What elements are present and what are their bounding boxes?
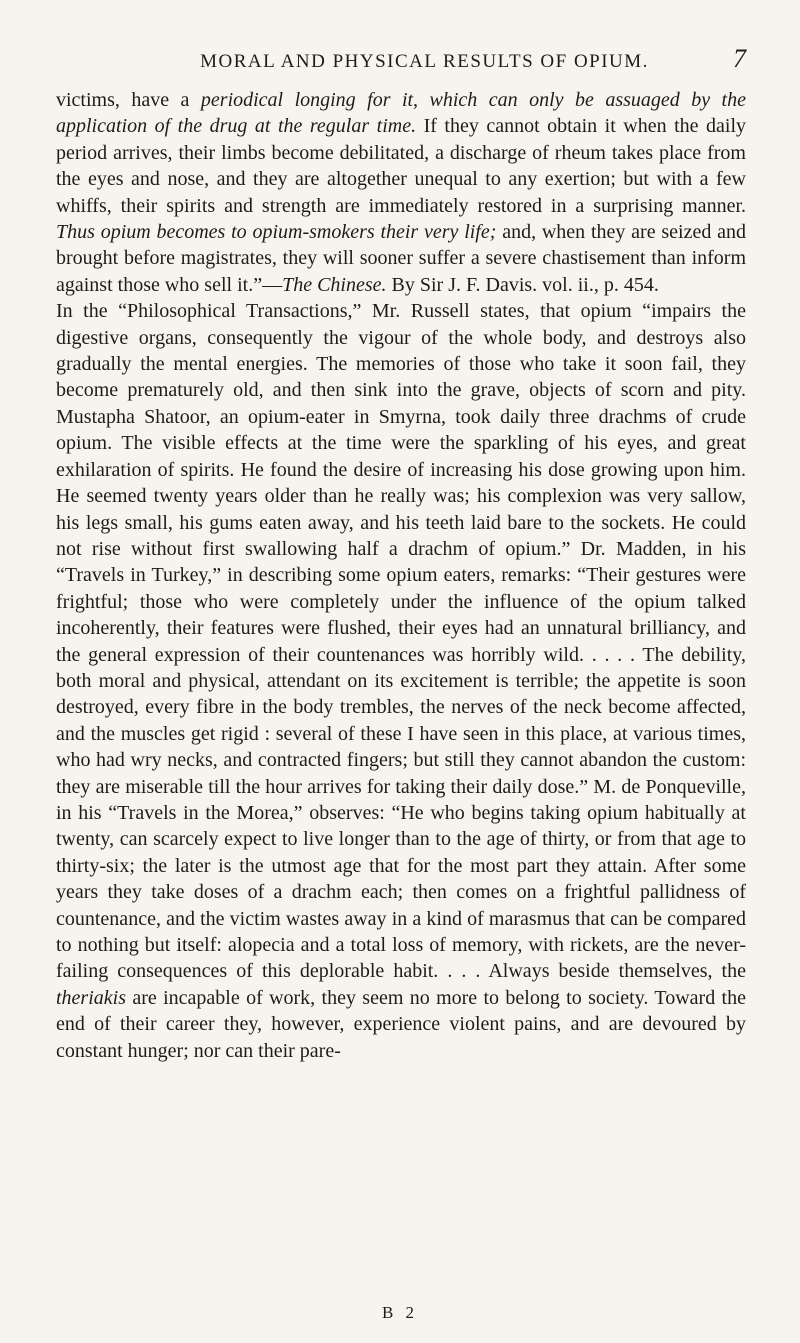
italic-run: periodical longing for it, which can only be assuaged by the application of the drug at the regular time. bbox=[56, 89, 746, 138]
text-run: victims, have a bbox=[56, 89, 201, 111]
italic-run: theriakis bbox=[56, 986, 126, 1009]
text-run: In the “Philosophical Transactions,” Mr. Russell states, that opium “impairs the digestive organs, consequently the vigour of the whole body, and destroys also gradually the mental energies. The memories of those who take it soon fail, they become prematurely old, and then sink into the grave, objects of scorn and pity. Mustapha Shatoor, an opium-eater in Smyrna, took daily three drachms of crude opium. The visible effects at the time were the sparkling of his eyes, and great exhilaration of spirits. He found the desire of increasing his dose growing upon him. He seemed twenty years older than he really was; his complexion was very sallow, his legs small, his gums eaten away, and his teeth laid bare to the sockets. He could not rise without first swallowing half a drachm of opium.” Dr. Madden, in his “Travels in Turkey,” in describing some opium eaters, remarks: “Their gestures were frightful; those who were completely under the influence of the opium talked incoherently, their features were flushed, their eyes had an unnatural brilliancy, and the general expression of their countenances was horribly wild. . . . . The debility, both moral and physical, attendant on its excitement is terrible; the appetite is soon destroyed, every fibre in the body trembles, the nerves of the neck become affected, and the muscles get rigid : several of these I have seen in this place, at various times, who had wry necks, and contracted fingers; but still they cannot abandon the custom: they are miserable till the hour arrives for taking their daily dose.” M. de Ponqueville, in his “Travels in the Morea,” observes: “He who begins taking opium habitually at twenty, can scarcely expect to live longer than to the age of thirty, or from that age to thirty-six; the later is the utmost age that for the most part they attain. After some years they take doses of a drachm each; then comes on a frightful pallidness of countenance, and the victim wastes away in a kind of marasmus that can be compared to nothing but itself: alopecia and a total loss of memory, with rickets, are the never-failing consequences of this deplorable habit. . . . Always beside themselves, the bbox=[56, 300, 746, 983]
running-head: MORAL AND PHYSICAL RESULTS OF OPIUM. bbox=[200, 51, 649, 72]
page-number: 7 bbox=[733, 44, 746, 73]
signature-mark: B 2 bbox=[381, 1303, 419, 1322]
paragraph-2 bbox=[56, 298, 746, 1064]
paragraph-1 bbox=[56, 87, 746, 298]
text-run: By Sir J. F. Davis. vol. ii., p. 454. bbox=[386, 273, 659, 296]
book-title: The Chinese. bbox=[282, 273, 387, 296]
italic-run: Thus opium becomes to opium-smokers their very life; bbox=[56, 221, 497, 244]
text-run: and, when they are seized and brought before magistrates, they will sooner suffer a severe chastisement than inform against those who sell it.”— bbox=[56, 221, 746, 296]
text-run: If they cannot obtain it when the daily period arrives, their limbs become debilitated, a discharge of rheum takes place from the eyes and nose, and they are altogether unequal to any exertion; but with a few whiffs, their spirits and strength are immediately restored in a surprising manner. bbox=[56, 115, 746, 217]
page-header bbox=[56, 44, 746, 74]
text-run: are incapable of work, they seem no more to belong to society. Toward the end of their career they, however, experience violent pains, and are devoured by constant hunger; nor can their pare- bbox=[56, 986, 746, 1062]
body-text bbox=[56, 87, 746, 1064]
